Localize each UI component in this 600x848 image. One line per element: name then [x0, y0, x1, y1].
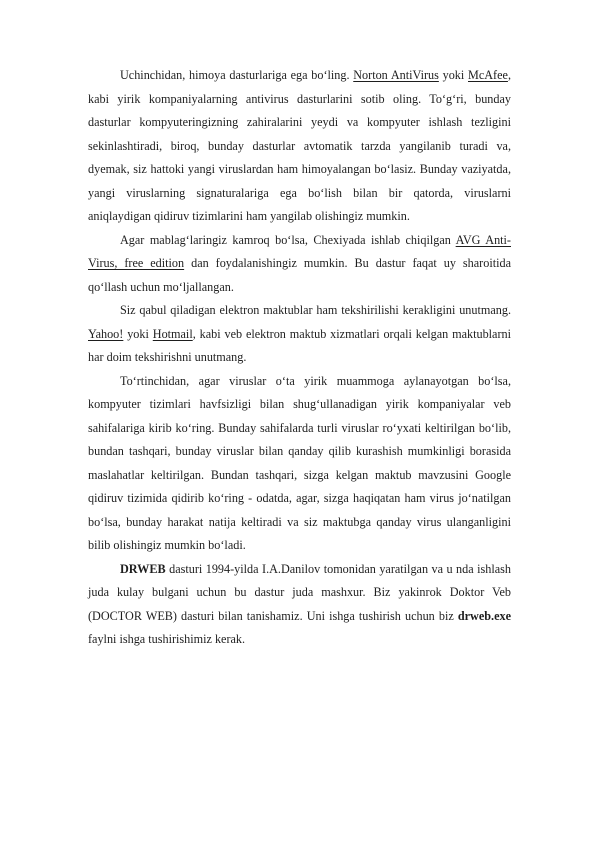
link-mcafee[interactable]: McAfee: [468, 68, 508, 82]
paragraph-avg-free: Agar mablag‘laringiz kamroq bo‘lsa, Chexiyada ishlab chiqilgan AVG Anti-Virus, free edition dan foydalanishingiz mumkin. Bu dastur faqat uy sharoitida qo‘llash uchun mo‘ljallangan.: [88, 232, 511, 294]
paragraph-security-sites: To‘rtinchidan, agar viruslar o‘ta yirik muammoga aylanayotgan bo‘lsa, kompyuter tizimlari havfsizligi bilan shug‘ullanadigan yirik kompaniyalar veb sahifalariga kirib ko‘ring. Bunday sahifalarda turli viruslar ro‘yxati keltirilgan bo‘lib, bundan tashqari, bunday viruslar bilan qanday qilib kurashish mumkinligi borasida maslahatlar keltirilgan. Bundan tashqari, sizga kelgan maktub mavzusini Google qidiruv tizimida qidirib ko‘ring - odatda, agar, sizga haqiqatan ham virus jo‘natilgan bo‘lsa, bunday harakat natija keltiradi va siz maktubga qanday virus ulanganligini bilib olishingiz mumkin bo‘ladi.: [88, 373, 511, 552]
link-avg-antivirus[interactable]: AVG Anti-Virus, free edition: [88, 232, 511, 270]
link-yahoo[interactable]: Yahoo!: [88, 326, 124, 341]
link-hotmail[interactable]: Hotmail: [152, 326, 193, 341]
paragraph-antivirus-purchase: Uchinchidan, himoya dasturlariga ega bo‘ling. Norton AntiVirus yoki McAfee, kabi yirik kompaniyalarning antivirus dasturlarini sotib oling. To‘g‘ri, bunday dasturlar kompyuteringizning zahiralarini yeydi va kompyuter ishlash tezligini sekinlashtiradi, biroq, bunday dasturlar avtomatik tarzda yangilanib turadi va, dyemak, siz hattoki yangi viruslardan ham himoyalangan bo‘lasiz. Bunday vaziyatda, yangi viruslarning signaturalariga ega bo‘lish bilan bir qatorda, viruslarni aniqlaydigan qidiruv tizimlarini ham yangilab olishingiz mumkin.: [88, 68, 511, 223]
link-norton-antivirus[interactable]: Norton AntiVirus: [353, 68, 439, 82]
paragraph-drweb: DRWEB dasturi 1994-yilda I.A.Danilov tomonidan yaratilgan va u nda ishlash juda kulay bulgani uchun bu dastur juda mashxur. Biz yakinrok Doktor Veb (DOCTOR WEB) dasturi bilan tanishamiz. Uni ishga tushirish uchun biz drweb.exe faylni ishga tushirishimiz kerak.: [88, 561, 511, 646]
body-text: [88, 64, 511, 652]
drweb-exe-filename: drweb.exe: [457, 608, 511, 623]
paragraph-email-check: Siz qabul qiladigan elektron maktublar ham tekshirilishi kerakligini unutmang. Yahoo! yoki Hotmail, kabi veb elektron maktub xizmatlari orqali kelgan maktublarni har doim tekshirishni unutmang.: [88, 303, 512, 364]
drweb-name: DRWEB: [120, 561, 166, 576]
